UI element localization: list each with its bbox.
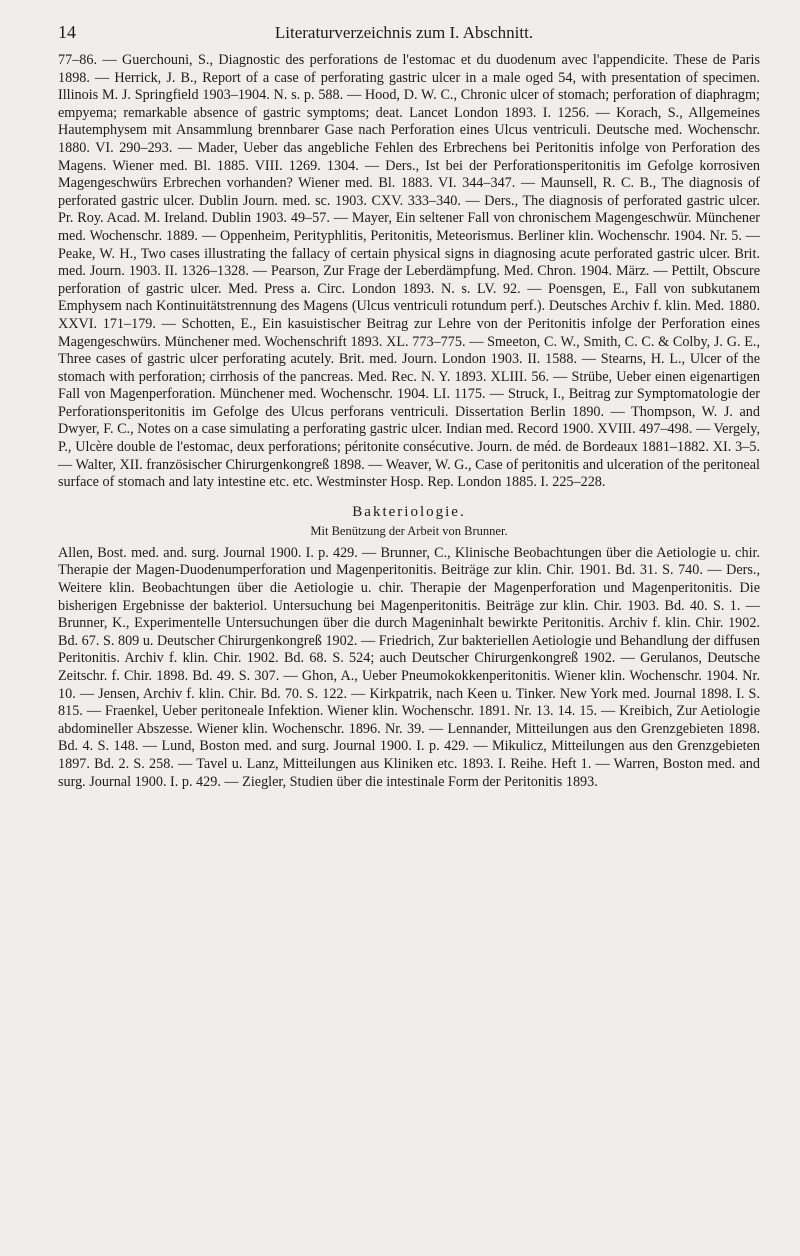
bacteriology-references-text: Allen, Bost. med. and. surg. Journal 1900. I. p. 429. — Brunner, C., Klinische Beobachtungen über die Aetiologie u. chir. Therapie der Magen-Duodenumperforation und Magenperitonitis. Beiträge zur klin. Chir. 1901. Bd. 31. S. 740. — Ders., Weitere klin. Beobachtungen über die Aetiologie u. chir. Therapie der Magenperforation und Magenperitonitis. Die bisherigen Ergebnisse der bakteriol. Untersuchung bei Magenperitonitis. Beiträge zur klin. Chir. 1903. Bd. 40. S. 1. — Brunner, K., Experimentelle Untersuchungen über die durch Mageninhalt bewirkte Peritonitis. Archiv f. klin. Chir. 1902. Bd. 67. S. 809 u. Deutscher Chirurgenkongreß 1902. — Friedrich, Zur bakteriellen Aetiologie und Behandlung der diffusen Peritonitis. Archiv f. klin. Chir. 1902. Bd. 68. S. 524; auch Deutscher Chirurgenkongreß 1902. — Gerulanos, Deutsche Zeitschr. f. Chir. 1898. Bd. 49. S. 307. — Ghon, A., Ueber Pneumokokkenperitonitis. Wiener klin. Wochenschr. 1904. Nr. 10. — Jensen, Archiv f. klin. Chir. Bd. 70. S. 122. — Kirkpatrik, nach Keen u. Tinker. New York med. Journal 1898. I. S. 815. — Fraenkel, Ueber peritoneale Infektion. Wiener klin. Wochenschr. 1891. Nr. 13. 14. 15. — Kreibich, Zur Aetiologie abdomineller Abszesse. Wiener klin. Wochenschr. 1896. Nr. 39. — Lennander, Mitteilungen aus den Grenzgebieten 1898. Bd. 4. S. 148. — Lund, Boston med. and surg. Journal 1900. I. p. 429. — Mikulicz, Mitteilungen aus den Grenzgebieten 1897. Bd. 2. S. 258. — Tavel u. Lanz, Mitteilungen aus Kliniken etc. 1893. I. Reihe. Heft 1. — Warren, Boston med. and surg. Journal 1900. I. p. 429. — Ziegler, Studien über die intestinale Form der Peritonitis 1893. bbox=[58, 544, 760, 790]
perforation-references-text: 77–86. — Guerchouni, S., Diagnostic des perforations de l'estomac et du duodenum avec l'appendicite. These de Paris 1898. — Herrick, J. B., Report of a case of perforating gastric ulcer in a male oged 54, with presentation of specimen. Illinois M. J. Springfield 1903–1904. N. s. p. 588. — Hood, D. W. C., Chronic ulcer of stomach; perforation of diaphragm; empyema; remarkable absence of gastric symptoms; deat. Lancet London 1893. I. 1256. — Korach, S., Allgemeines Hautemphysem mit Ansammlung brennbarer Gase nach Perforation eines Ulcus ventriculi. Deutsche med. Wochenschr. 1880. VI. 290–293. — Mader, Ueber das angebliche Fehlen des Erbrechens bei Peritonitis infolge von Perforation des Magens. Wiener med. Bl. 1885. VIII. 1269. 1304. — Ders., Ist bei der Perforationsperitonitis im Gefolge korrosiven Magengeschwürs Erbrechen vorhanden? Wiener med. Bl. 1883. VI. 344–347. — Maunsell, R. C. B., The diagnosis of perforated gastric ulcer. Dublin Journ. med. sc. 1903. CXV. 333–340. — Ders., The diagnosis of perforated gastric ulcer. Pr. Roy. Acad. M. Ireland. Dublin 1903. 49–57. — Mayer, Ein seltener Fall von chronischem Magengeschwür. Münchener med. Wochenschr. 1889. — Oppenheim, Perityphlitis, Peritonitis, Meteorismus. Berliner klin. Wochenschr. 1904. Nr. 5. — Peake, W. H., Two cases illustrating the fallacy of certain physical signs in diagnosing acute perforated gastric ulcer. Brit. med. Journ. 1903. II. 1326–1328. — Pearson, Zur Frage der Leberdämpfung. Med. Chron. 1904. März. — Pettilt, Obscure perforation of gastric ulcer. Med. Press a. Circ. London 1893. N. s. LV. 92. — Poensgen, E., Fall von subkutanem Emphysem nach Kontinuitätstrennung des Magens (Ulcus ventriculi rotundum perf.). Deutsches Archiv f. klin. Med. 1880. XXVI. 171–179. — Schotten, E., Ein kasuistischer Beitrag zur Lehre von der Peritonitis infolge der Perforation eines Magengeschwürs. Münchener med. Wochenschrift 1893. XL. 773–775. — Smeeton, C. W., Smith, C. C. & Colby, J. G. E., Three cases of gastric ulcer perforating acutely. Brit. med. Journ. London 1903. II. 1588. — Stearns, H. L., Ulcer of the stomach with perforation; cirrhosis of the pancreas. Med. Rec. N. Y. 1893. XLIII. 56. — Strübe, Ueber einen eigenartigen Fall von Magenperforation. Münchener med. Wochenschr. 1904. LI. 1175. — Struck, I., Beitrag zur Symptomatologie der Perforationsperitonitis im Gefolge des Ulcus perforans ventriculi. Dissertation Berlin 1890. — Thompson, W. J. and Dwyer, F. C., Notes on a case simulating a perforating gastric ulcer. Indian med. Record 1900. XVIII. 497–498. — Vergely, P., Ulcère double de l'estomac, deux perforations; péritonite consécutive. Journ. de méd. de Bordeaux 1881–1882. XI. 3–5. — Walter, XII. französischer Chirurgenkongreß 1898. — Weaver, W. G., Case of peritonitis and ulceration of the peritoneal surface of stomach and laty intestine etc. etc. Westminster Hosp. Rep. London 1885. I. 225–228. bbox=[58, 52, 760, 491]
page-number: 14 bbox=[58, 22, 76, 42]
section-subtitle: Mit Benützung der Arbeit von Brunner. bbox=[310, 523, 508, 538]
section-title-bacteriology: Bakteriologie. bbox=[352, 503, 466, 520]
running-head: Literaturverzeichnis zum I. Abschnitt. bbox=[274, 23, 534, 42]
page-header bbox=[58, 22, 760, 52]
